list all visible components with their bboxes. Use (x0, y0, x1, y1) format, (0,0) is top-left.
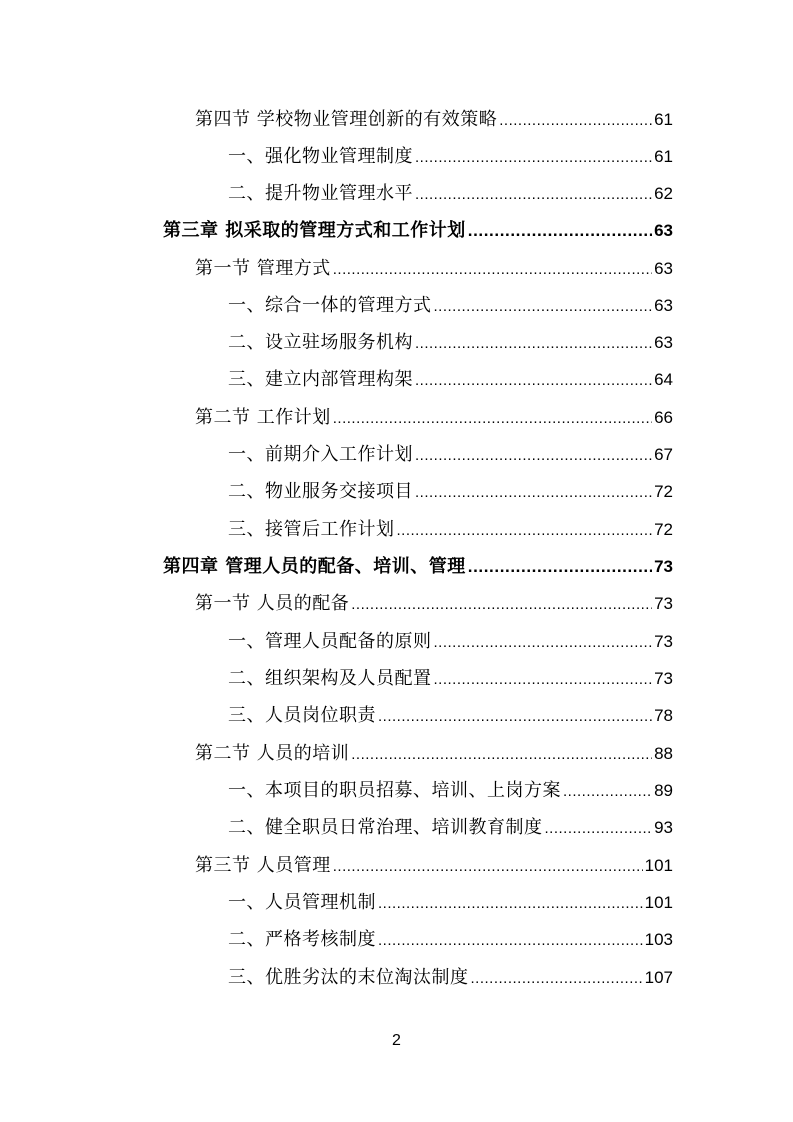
dot-leader (434, 661, 653, 698)
toc-entry-title: 第三节 人员管理 (195, 855, 331, 876)
dot-leader (333, 848, 643, 885)
toc-entry-page: 103 (644, 930, 673, 949)
toc-entry-title: 第四章 管理人员的配备、培训、管理 (163, 556, 466, 577)
toc-entry[interactable] (228, 884, 673, 921)
toc-entry-title: 第四节 学校物业管理创新的有效策略 (195, 109, 498, 130)
toc-entry[interactable] (195, 735, 673, 772)
toc-entry-page: 64 (654, 370, 673, 389)
dot-leader (468, 212, 652, 249)
toc-entry[interactable] (195, 847, 673, 884)
dot-leader (415, 362, 652, 399)
toc-entry-title: 一、综合一体的管理方式 (228, 295, 432, 316)
toc-entry-page: 73 (654, 632, 673, 651)
toc-entry-page: 78 (654, 706, 673, 725)
toc-chapter-entry[interactable] (163, 212, 673, 249)
toc-entry-title: 第一节 人员的配备 (195, 593, 350, 614)
dot-leader (499, 102, 652, 139)
toc-entry-title: 第二节 工作计划 (195, 407, 331, 428)
toc-entry-title: 第二节 人员的培训 (195, 743, 350, 764)
toc-entry[interactable] (195, 399, 673, 436)
toc-entry[interactable] (195, 250, 673, 287)
dot-leader (434, 288, 653, 325)
toc-entry[interactable] (228, 660, 673, 697)
toc-entry[interactable] (228, 361, 673, 398)
toc-entry[interactable] (228, 921, 673, 958)
toc-entry-title: 一、强化物业管理制度 (228, 146, 413, 167)
toc-entry[interactable] (195, 585, 673, 622)
toc-entry[interactable] (228, 473, 673, 510)
toc-entry-title: 三、接管后工作计划 (228, 519, 395, 540)
dot-leader (351, 586, 652, 623)
dot-leader (468, 548, 652, 585)
toc-chapter-entry[interactable] (163, 548, 673, 585)
toc-entry-title: 一、本项目的职员招募、培训、上岗方案 (228, 780, 561, 801)
toc-entry-page: 66 (654, 408, 673, 427)
toc-entry-title: 二、设立驻场服务机构 (228, 332, 413, 353)
toc-entry-title: 一、人员管理机制 (228, 892, 376, 913)
toc-entry-title: 二、健全职员日常治理、培训教育制度 (228, 817, 543, 838)
dot-leader (378, 885, 643, 922)
toc-entry-page: 61 (654, 147, 673, 166)
toc-entry[interactable] (228, 287, 673, 324)
toc-entry[interactable] (228, 138, 673, 175)
dot-leader (333, 400, 652, 437)
dot-leader (545, 810, 653, 847)
toc-entry-title: 三、优胜劣汰的末位淘汰制度 (228, 967, 469, 988)
toc-entry[interactable] (228, 175, 673, 212)
toc-entry-page: 62 (654, 184, 673, 203)
toc-entry[interactable] (195, 101, 673, 138)
toc-entry[interactable] (228, 324, 673, 361)
toc-entry-title: 二、组织架构及人员配置 (228, 668, 432, 689)
dot-leader (471, 960, 643, 997)
toc-entry-page: 72 (654, 520, 673, 539)
toc-entry[interactable] (228, 511, 673, 548)
toc-entry-page: 101 (644, 856, 673, 875)
toc-entry-title: 二、严格考核制度 (228, 929, 376, 950)
toc-entry-page: 73 (654, 594, 673, 613)
dot-leader (415, 139, 652, 176)
dot-leader (415, 325, 652, 362)
dot-leader (415, 474, 652, 511)
toc-entry-title: 二、物业服务交接项目 (228, 481, 413, 502)
toc-entry-page: 93 (654, 818, 673, 837)
toc-entry-page: 89 (654, 781, 673, 800)
dot-leader (434, 624, 653, 661)
toc-entry-title: 一、管理人员配备的原则 (228, 631, 432, 652)
toc-entry-title: 二、提升物业管理水平 (228, 183, 413, 204)
toc-entry-page: 101 (644, 893, 673, 912)
toc-entry-title: 第三章 拟采取的管理方式和工作计划 (163, 220, 466, 241)
toc-entry-page: 67 (654, 445, 673, 464)
toc-entry[interactable] (228, 959, 673, 996)
dot-leader (563, 773, 652, 810)
toc-entry-page: 63 (654, 333, 673, 352)
page-number: 2 (392, 1032, 401, 1049)
toc-entry-page: 61 (654, 110, 673, 129)
dot-leader (378, 922, 643, 959)
toc-entry-page: 72 (654, 482, 673, 501)
toc-entry-title: 三、人员岗位职责 (228, 705, 376, 726)
toc-entry[interactable] (228, 436, 673, 473)
toc-entry-page: 107 (644, 968, 673, 987)
toc-entry[interactable] (228, 623, 673, 660)
toc-entry-title: 三、建立内部管理构架 (228, 369, 413, 390)
toc-entry-title: 一、前期介入工作计划 (228, 444, 413, 465)
dot-leader (415, 176, 652, 213)
toc-entry-page: 63 (654, 221, 673, 240)
toc-entry-title: 第一节 管理方式 (195, 258, 331, 279)
dot-leader (378, 698, 652, 735)
toc-entry-page: 73 (654, 557, 673, 576)
dot-leader (351, 736, 652, 773)
toc-entry[interactable] (228, 772, 673, 809)
toc-entry-page: 63 (654, 296, 673, 315)
toc-entry[interactable] (228, 697, 673, 734)
toc-entry-page: 63 (654, 259, 673, 278)
toc-entry-page: 88 (654, 744, 673, 763)
dot-leader (415, 437, 652, 474)
dot-leader (333, 251, 652, 288)
toc-entry-page: 73 (654, 669, 673, 688)
dot-leader (397, 512, 653, 549)
toc-entry[interactable] (228, 809, 673, 846)
